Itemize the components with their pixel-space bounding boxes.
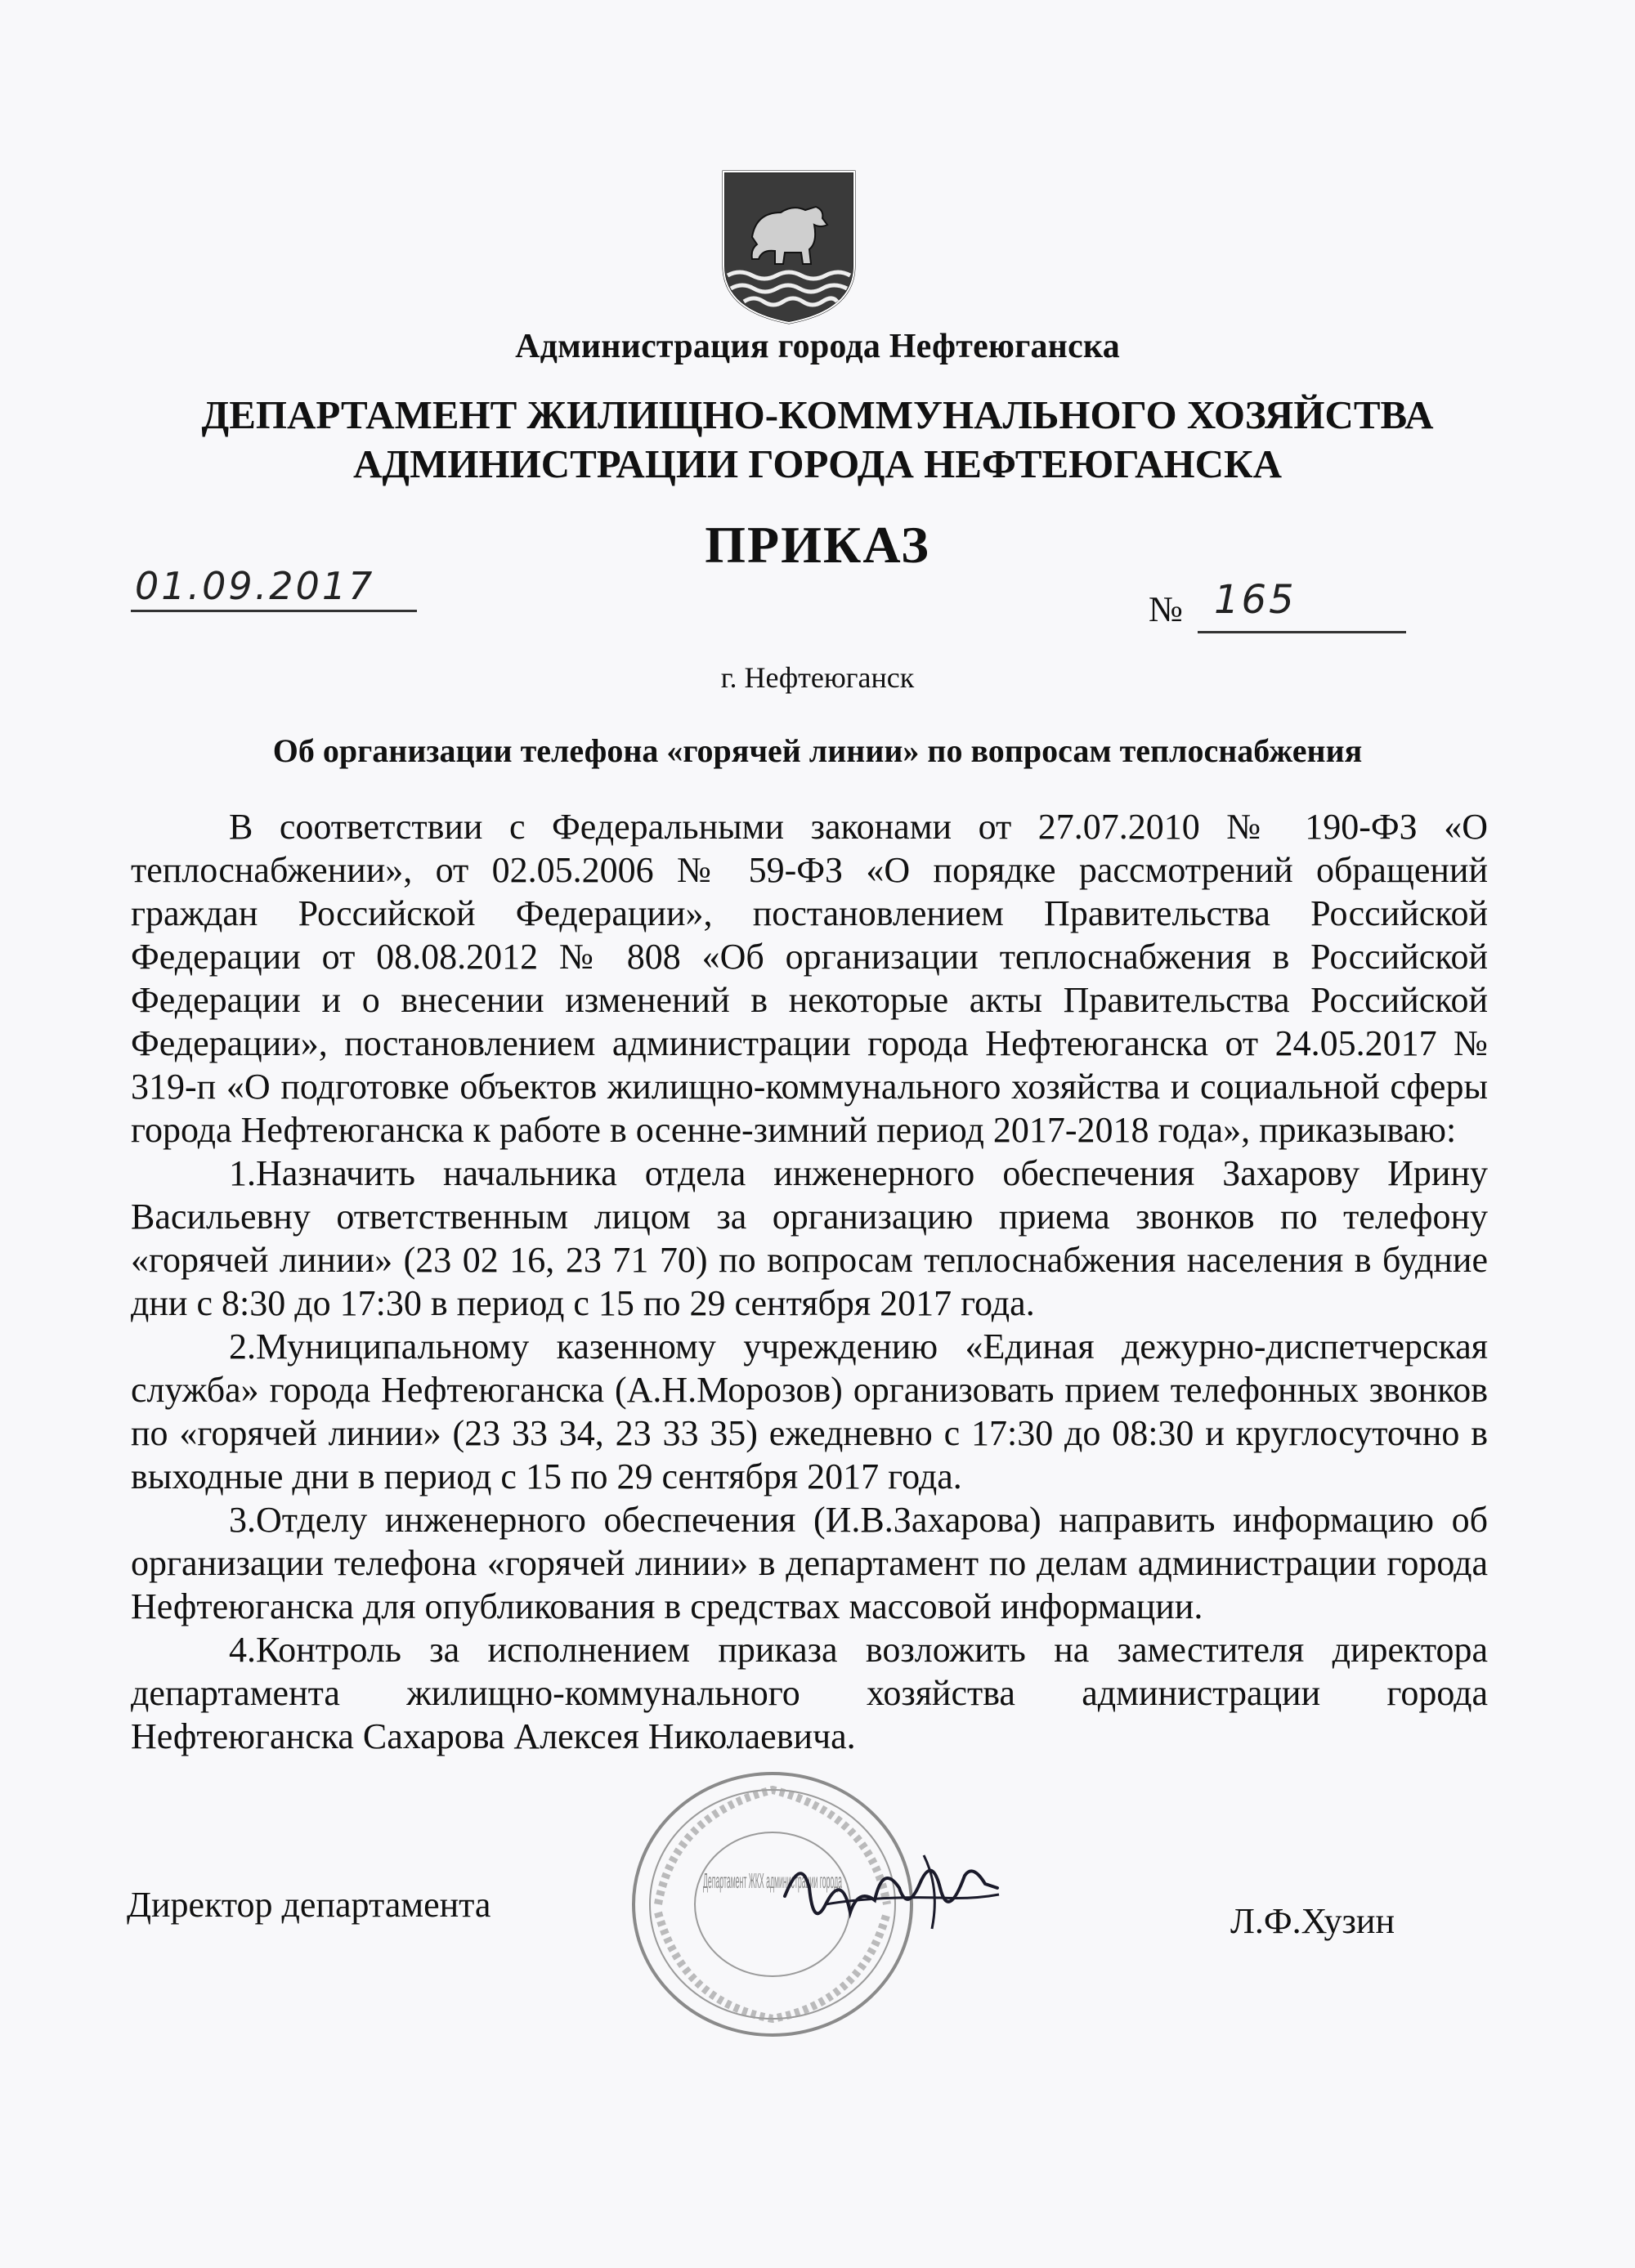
order-item-1: 1.Назначить начальника отдела инженерного обеспечения Захарову Ирину Васильевну ответственным лицом за организацию приема звонков по телефону «горячей линии» (23 02 16, 23 71 70) по вопросам теплоснабжения населения в будние дни с 8:30 до 17:30 в период с 15 по 29 сентября 2017 года. [131,1153,1488,1323]
signer-position: Директор департамента [127,1885,491,1925]
order-date: 01.09.2017 [135,564,375,608]
order-number: 165 [1214,577,1297,623]
number-label: № [1149,589,1183,629]
order-item-3: 3.Отделу инженерного обеспечения (И.В.Захарова) направить информацию об организации телефона «горячей линии» в департамент по делам администрации города Нефтеюганска для опубликования в средствах массовой информации. [131,1500,1488,1626]
city-name: г. Нефтеюганск [720,661,915,694]
order-title: Об организации телефона «горячей линии» по вопросам теплоснабжения [272,732,1363,769]
order-item-2: 2.Муниципальному казенному учреждению «Единая дежурно-диспетчерская служба» города Нефтеюганска (А.Н.Морозов) организовать прием телефонных звонков по «горячей линии» (23 33 34, 23 33 35) ежедневно с 17:30 до 08:30 и круглосуточно в выходные дни в период с 15 по 29 сентября 2017 года. [131,1326,1488,1496]
stamp-text: Департамент ЖКХ администрации города [703,1868,843,1893]
order-item-4: 4.Контроль за исполнением приказа возложить на заместителя директора департамента жилищно-коммунального хозяйства администрации города Нефтеюганска Сахарова Алексея Николаевича. [131,1630,1488,1756]
administration-name: Администрация города Нефтеюганска [515,328,1120,365]
preamble-paragraph: В соответствии с Федеральными законами от 27.07.2010 № 190-ФЗ «О теплоснабжении», от 02.05.2006 № 59-ФЗ «О порядке рассмотрений обращений граждан Российской Федерации», постановлением Правительства Российской Федерации от 08.08.2012 № 808 «Об организации теплоснабжения в Российской Федерации и о внесении изменений в некоторые акты Правительства Российской Федерации», постановлением администрации города Нефтеюганска от 24.05.2017 № 319-п «О подготовке объектов жилищно-коммунального хозяйства и социальной сферы города Нефтеюганска к работе в осенне-зимний период 2017-2018 года», приказываю: [131,807,1488,1150]
signer-name: Л.Ф.Хузин [1230,1901,1395,1941]
order-body [131,805,1488,1758]
document-type: ПРИКАЗ [705,516,930,574]
coat-of-arms-icon [719,168,858,327]
department-name-line2: АДМИНИСТРАЦИИ ГОРОДА НЕФТЕЮГАНСКА [353,441,1282,486]
department-name-line1: ДЕПАРТАМЕНТ ЖИЛИЩНО-КОММУНАЛЬНОГО ХОЗЯЙСТВА [201,392,1434,437]
department-name [0,391,1635,489]
handwritten-signature [777,1839,1006,1962]
